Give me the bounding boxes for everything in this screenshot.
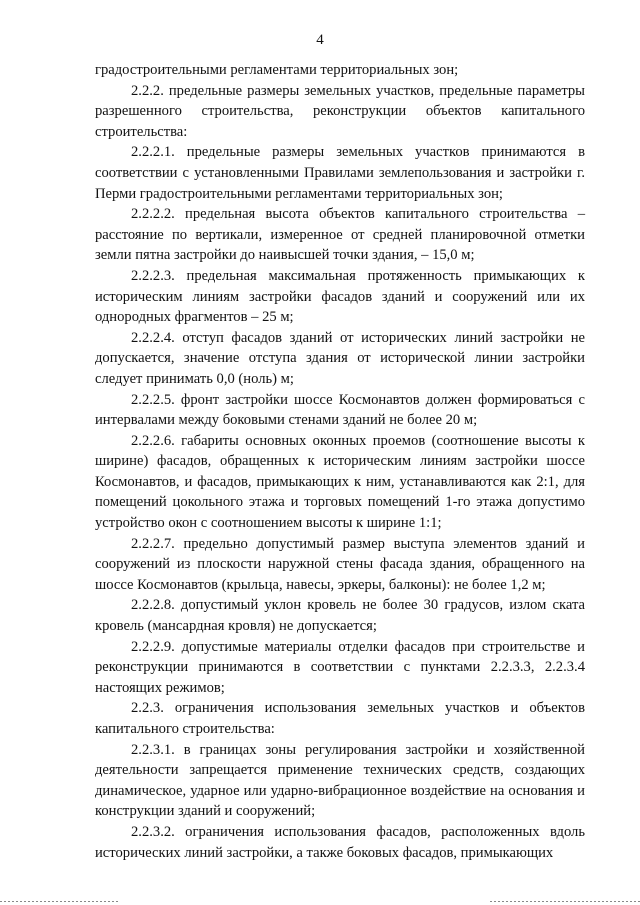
paragraph: 2.2.2.8. допустимый уклон кровель не более 30 градусов, излом ската кровель (мансардная кровля) не допускается; [95, 597, 585, 635]
paragraph: 2.2.2.5. фронт застройки шоссе Космонавтов должен формироваться с интервалами между боковыми стенами зданий не более 20 м; [95, 391, 585, 429]
page-number: 4 [316, 32, 324, 48]
paragraph: градостроительными регламентами территориальных зон; [95, 62, 459, 78]
paragraph: 2.2.2. предельные размеры земельных участков, предельные параметры разрешенного строительства, реконструкции объектов капитального строительства: [95, 82, 585, 140]
scan-edge-line-left [0, 901, 120, 902]
paragraph: 2.2.3.2. ограничения использования фасадов, расположенных вдоль исторических линий застройки, а также боковых фасадов, примыкающих [95, 823, 585, 861]
paragraph: 2.2.2.3. предельная максимальная протяженность примыкающих к историческим линиям застройки фасадов зданий и сооружений или их однородных фрагментов – 25 м; [95, 267, 585, 326]
document-body [95, 60, 585, 863]
paragraph: 2.2.3.1. в границах зоны регулирования застройки и хозяйственной деятельности запрещается применение технических средств, создающих динамическое, ударное или ударно-вибрационное воздействие на основания и конструкции зданий и сооружений; [95, 741, 585, 820]
paragraph: 2.2.2.9. допустимые материалы отделки фасадов при строительстве и реконструкции принимаются в соответствии с пунктами 2.2.3.3, 2.2.3.4 настоящих режимов; [95, 638, 585, 696]
scan-edge-line-right [490, 901, 640, 902]
paragraph: 2.2.3. ограничения использования земельных участков и объектов капитального строительства: [95, 700, 585, 737]
paragraph: 2.2.2.6. габариты основных оконных проемов (соотношение высоты к ширине) фасадов, обращенных к историческим линиям застройки шоссе Космонавтов, и фасадов, примыкающих к ним, устанавливаются как 2:1, для помещений цокольного этажа и торговых помещений 1-го этажа допустимо устройство окон с соотношением высоты к ширине 1:1; [95, 432, 585, 532]
paragraph: 2.2.2.7. предельно допустимый размер выступа элементов зданий и сооружений из плоскости наружной стены фасада здания, обращенного на шоссе Космонавтов (крыльца, навесы, эркеры, балконы): не более 1,2 м; [95, 535, 585, 593]
paragraph: 2.2.2.1. предельные размеры земельных участков принимаются в соответствии с установленными Правилами землепользования и застройки г. Перми градостроительными регламентами территориальных зон; [95, 144, 585, 202]
paragraph: 2.2.2.2. предельная высота объектов капитального строительства – расстояние по вертикали, измеренное от средней планировочной отметки земли пятна застройки до наивысшей точки здания, – 15,0 м; [95, 206, 585, 264]
paragraph: 2.2.2.4. отступ фасадов зданий от исторических линий застройки не допускается, значение отступа здания от исторической линии застройки следует принимать 0,0 (ноль) м; [95, 329, 585, 387]
